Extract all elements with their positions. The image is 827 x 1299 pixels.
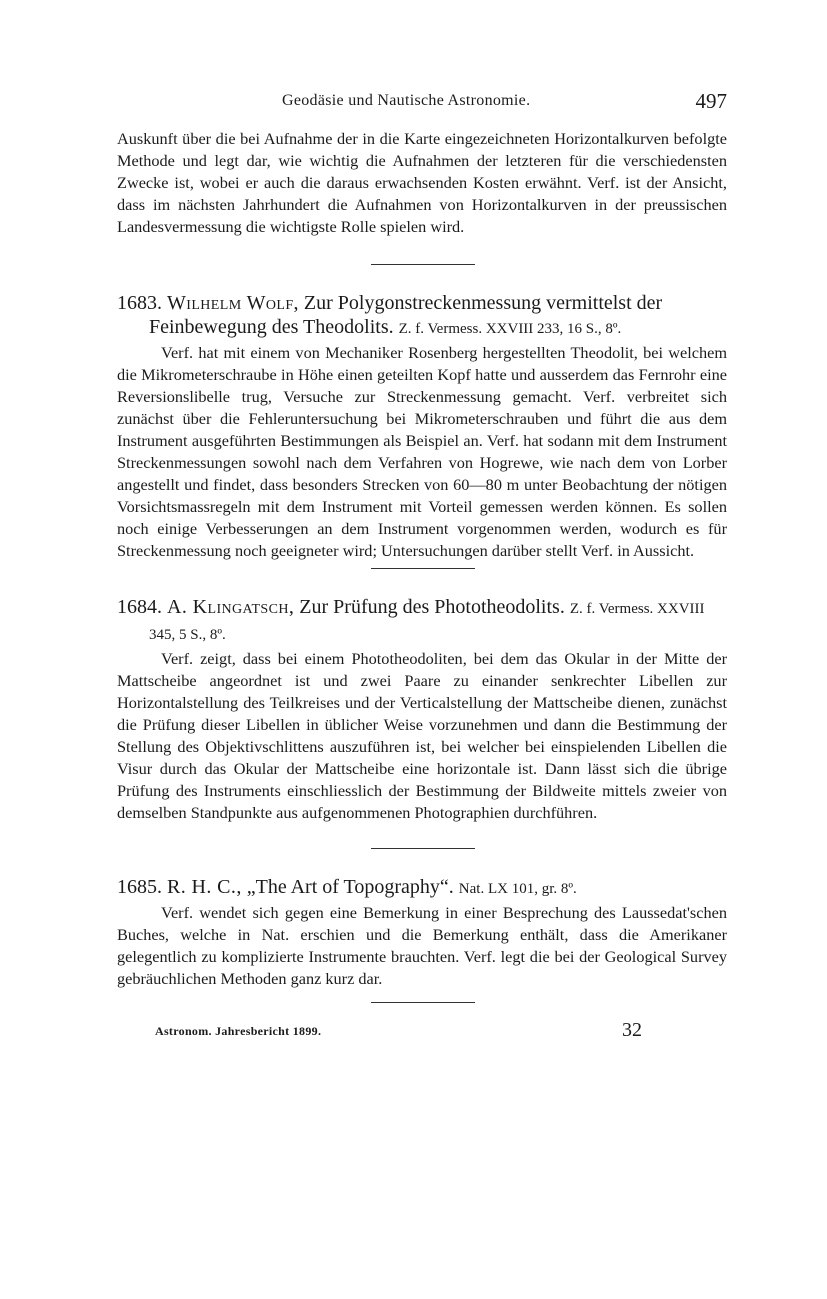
entry-reference: Nat. LX 101, gr. 8º. [458,881,577,897]
entry-heading [117,291,727,341]
entry-title: Zur Polygonstreckenmessung vermittelst der Feinbewegung des Theodolits. [149,292,663,338]
entry-reference: Z. f. Vermess. XXVIII 233, 16 S., 8º. [398,321,622,337]
page-number: 497 [695,89,727,113]
entry-author: R. H. C., [167,876,242,898]
entry-heading [117,875,727,901]
page [117,89,727,1049]
entry-title: Zur Prüfung des Phototheodolits. [299,596,565,618]
entry-1683 [117,291,727,562]
entry-body: Verf. zeigt, dass bei einem Phototheodoliten, bei dem das Okular in der Mitte der Mattscheibe angeordnet ist und zwei Paare zu einander senkrechter Libellen zur Horizontalstellung des Teilkreises und der Verticalstellung der Mattscheibe dienen, zunächst die Prüfung dieser Libellen in üblicher Weise vorzunehmen und dann die Bestimmung der Stellung des Objektivschlittens auszuführen ist, bei welcher bei einspielenden Libellen die Visur durch das Okular der Mattscheibe eine horizontale ist. Dann lässt sich die übrige Prüfung des Instruments einschliesslich der Bestimmung der Bildweite mittels zweier von demselben Standpunkte aus aufgenommenen Photographien durchführen. [117,649,727,822]
entry-number: 1685. [117,876,162,898]
page-footer [117,1019,727,1049]
entry-author: A. Klingatsch, [167,596,295,618]
entry-reference: Z. f. Vermess. XXVIII 345, 5 S., 8º. [149,601,705,643]
entry-number: 1684. [117,596,162,618]
running-head [117,89,727,118]
section-divider [371,264,475,265]
section-divider [371,848,475,849]
running-title: Geodäsie und Nautische Astronomie. [282,92,531,109]
footer-signature: 32 [622,1019,642,1041]
entry-author: Wilhelm Wolf, [167,292,299,314]
entry-1684 [117,595,727,824]
entry-body: Verf. hat mit einem von Mechaniker Rosenberg hergestellten Theodolit, bei welchem die Mikrometerschraube in Höhe einen geteilten Kopf hatte und ausserdem das Fernrohr eine Reversionslibelle trug, Versuche zur Streckenmessung gemacht. Verf. verbreitet sich zunächst über die Fehleruntersuchung bei Mikrometerschrauben und führt die aus dem Instrument ausgeführten Bestimmungen als Beispiel an. Verf. hat sodann mit dem Instrument Streckenmessungen sowohl nach dem Verfahren von Hogrewe, wie nach dem von Lorber angestellt und findet, dass besonders Strecken von 60—80 m unter Beobachtung der nötigen Vorsichtsmassregeln mit dem Instrument mit Vorteil gemessen werden können. Es sollen noch einige Verbesserungen an dem Instrument vorgenommen werden, wodurch es für Streckenmessung noch geeigneter wird; Untersuchungen darüber stellt Verf. in Aussicht. [117,343,727,560]
entry-heading [117,595,727,647]
intro-paragraph: Auskunft über die bei Aufnahme der in die Karte eingezeichneten Horizontalkurven befolgte Methode und legt dar, wie wichtig die Aufnahmen der letzteren für die verschiedensten Zwecke ist, wobei er auch die daraus erwachsenden Kosten erwähnt. Verf. ist der Ansicht, dass im nächsten Jahrhundert die Aufnahmen von Horizontalkurven in der preussischen Landesvermessung die wichtigste Rolle spielen wird. [117,129,727,236]
entry-title: „The Art of Topography“. [246,876,454,898]
footer-publication: Astronom. Jahresbericht 1899. [155,1024,322,1038]
entry-1685 [117,875,727,990]
entry-number: 1683. [117,292,162,314]
section-divider [371,1002,475,1003]
entry-body: Verf. wendet sich gegen eine Bemerkung in einer Besprechung des Laussedat'schen Buches, welche in Nat. erschien und die Bemerkung enthält, dass die Amerikaner gelegentlich zu komplizierte Instrumente brauchten. Verf. legt die bei der Geological Survey gebräuchlichen Methoden ganz kurz dar. [117,903,727,988]
section-divider [371,568,475,569]
